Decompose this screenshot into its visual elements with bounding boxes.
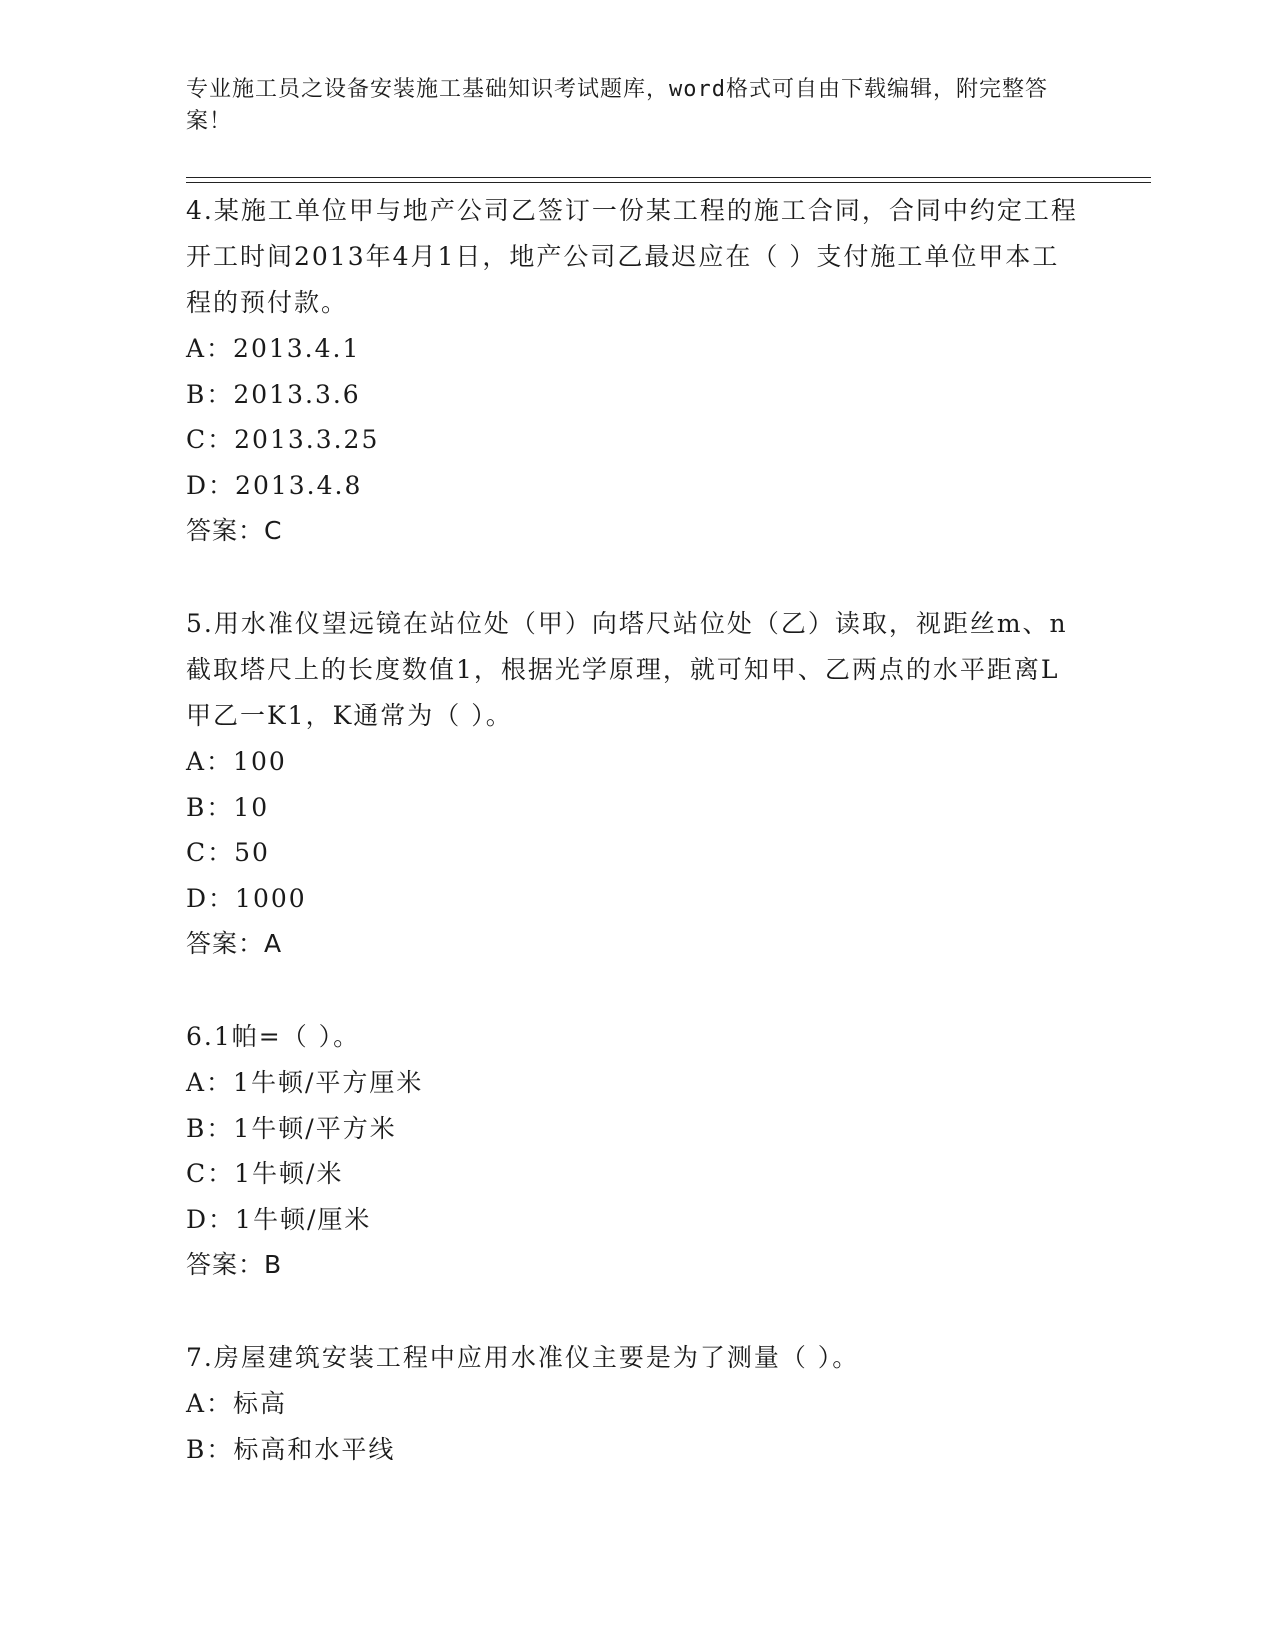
question-stem: 5.用水准仪望远镜在站位处（甲）向塔尺站位处（乙）读取，视距丝m、n截取塔尺上的长度数值1，根据光学原理，就可知甲、乙两点的水平距离L甲乙一K1，K通常为（ ）。 bbox=[186, 609, 1068, 730]
header-divider-top bbox=[186, 177, 1151, 178]
question-7 bbox=[186, 1335, 1086, 1472]
answer-line: 答案：C bbox=[186, 516, 283, 545]
option-c: C：2013.3.25 bbox=[186, 425, 380, 454]
answer-line: 答案：B bbox=[186, 1250, 283, 1279]
option-b: B：2013.3.6 bbox=[186, 379, 361, 409]
document-header: 专业施工员之设备安装施工基础知识考试题库，word格式可自由下载编辑，附完整答案！ bbox=[186, 77, 1048, 134]
question-stem: 4.某施工单位甲与地产公司乙签订一份某工程的施工合同，合同中约定工程开工时间2013年4月1日，地产公司乙最迟应在（ ）支付施工单位甲本工程的预付款。 bbox=[186, 196, 1078, 317]
option-a: A：2013.4.1 bbox=[186, 334, 361, 363]
option-a: A：1牛顿/平方厘米 bbox=[186, 1068, 424, 1097]
answer-line: 答案：A bbox=[186, 929, 283, 958]
question-stem: 7.房屋建筑安装工程中应用水准仪主要是为了测量（ ）。 bbox=[186, 1343, 860, 1372]
question-4 bbox=[186, 188, 1086, 554]
option-d: D：1牛顿/厘米 bbox=[186, 1204, 372, 1234]
option-b: B：标高和水平线 bbox=[186, 1434, 396, 1464]
option-d: D：2013.4.8 bbox=[186, 470, 363, 500]
option-a: A：标高 bbox=[186, 1389, 288, 1418]
question-6 bbox=[186, 1014, 1086, 1288]
option-b: B：10 bbox=[186, 792, 270, 822]
option-c: C：50 bbox=[186, 838, 270, 867]
option-c: C：1牛顿/米 bbox=[186, 1159, 344, 1188]
option-a: A：100 bbox=[186, 747, 287, 776]
question-stem: 6.1帕=（ ）。 bbox=[186, 1022, 361, 1051]
question-5 bbox=[186, 601, 1086, 967]
option-d: D：1000 bbox=[186, 883, 307, 913]
option-b: B：1牛顿/平方米 bbox=[186, 1113, 397, 1143]
header-divider-bottom bbox=[186, 182, 1151, 183]
question-list bbox=[186, 188, 1086, 1519]
